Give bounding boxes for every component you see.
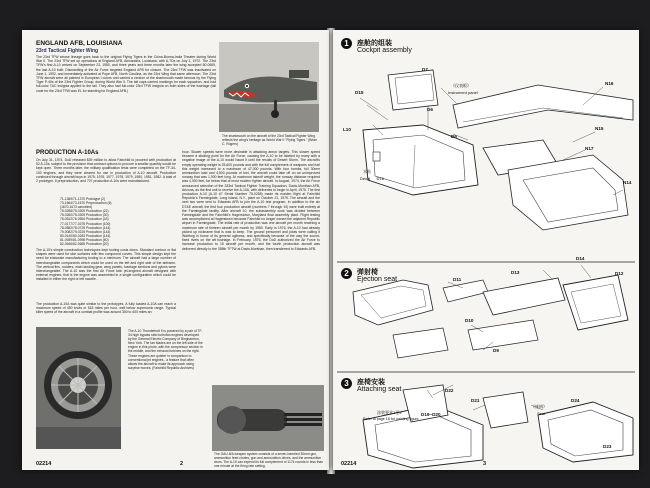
part-d5: D5 (451, 134, 457, 139)
instrument-panel-label-cn: 《仪表板》 (451, 83, 471, 88)
gun-caption: The GAU-8/A weapon system consists of a seven-barreled 30mm gun, ammunition feed chutes, gun and ammunition drives, and the ammunition drum. The A-10 can expend its full complement of 1174 rounds in less than one minute at the firing rate setting. (214, 452, 324, 469)
part-d24: D24 (571, 398, 580, 403)
product-code: 02214 (36, 461, 52, 467)
left-page (22, 30, 329, 470)
production-text-3: The production A-10A was quite similar to the prototypes. A fully loaded A-10A can reach a maximum speed of 450 knots or 518 miles per hour, well below supersonic range. Typical killer speed of the aircraft in a combat profile was around 350 to 400 miles an (36, 302, 176, 315)
sharkmouth-photo-art (219, 42, 319, 132)
step-1-number: 1 (341, 38, 352, 49)
part-n17: N17 (585, 146, 594, 151)
production-text: On July 31, 1974, DoD released $39 million to allow Fairchild to proceed with production at 52 A-10s, subject to the provision that contract options to procure a smaller quantity would be kept open. Three months later, the military qualification tests were completed on the TF-34-100 engines, and they were cleared for use in production of A-10 aircraft. Production continued through aircraft buys in 1975, 1976, 1977, 1978, 1979, 1980, 1981, 1982. A total of 2 prototype, 6 preproduction, and 707 production A-10s were manufactured. (36, 158, 176, 184)
part-d12: D12 (615, 271, 624, 276)
column-two-text: hour. Slower speeds were more desirable in attacking armor targets. This slower speed became a sticking point for the Air Force, causing the A-10 to be labeled by many with a negative image of the A-10 would haunt it until the results of Desert Storm. The aircraft's empty operating weight is 25,600 pounds and with the full complement of weapons and fuel this weight increased to a maximum of 47,000 pounds. With four bombs, full 30mm ammunition load and 4,500 pounds of fuel, the aircraft could take off on an unimproved runway that was 1,900 feet long. At maximum takeoff weight, the runway distance required was 4,000 feet, far below that of most modern fighter aircraft. In August, 1974, the Air Force announced selection of the 333rd Tactical Fighter Training Squadron, Davis-Monthan AFB, Arizona, as the first unit to receive the A-10A, with deliveries to begin in April, 1975. The first production A-10 (A-10 #7 Serial Number 75-0258) made its maiden flight at Fairchild Republic's Farmingdale, Long Island, N.Y., plant on October 21, 1975. The aircraft and the next two were sent to Edwards AFB to join the A-10 test program. In addition to the six DT&E aircraft, the first four production aircraft (numbers 7 through 10) were built entirely at the Farmingdale facility. After aircraft 10, the subassembly work was divided between Farmingdale and the Fairchild's Hagerstown, Maryland final assembly plant. Flight testing was accomplished at Hagerstown because Fairchild no longer owned the adjacent Republic airport in Farmingdale. The initial rate of production was one aircraft per month reaching a maximum rate of thirteen aircraft per month by 1980. Early in 1976, the A-10 had already picked up nickname that is was to keep. The ground personnel and pilots were calling it Warthog in honor of its general ugliness, and specifically because of the way the sound-fixed rivets on the aft fuselage. In February, 1976, the DoD authorized the Air Force to increase production to 15 aircraft per month, and the fourth production aircraft was delivered directly to the 355th TFTW at Davis-Monthan, then transferred to Edwards AFB. (182, 150, 320, 251)
intro-paragraph-2: The 23rd TFW aircraft were all painted in European I colors and carried a version of the sharkmouth made famous by the Flying Tiger P-40s of the 23rd Fighter Group, during World War II. The tail caps carried markings for each squadron, and had full-color TAC insignia applied to the tail. They also had full-color 23rd TFW insignia on both sides of the fuselage (tail code for the 23rd TFW was EL for standing for England AFB.) (36, 71, 216, 93)
part-n16: N16 (605, 81, 614, 86)
intro-paragraph-1: The 23rd TFW whose lineage goes back to the original Flying Tigers in the China-Burma-India Theater during World War II. The 23rd TFW set up operations at England AFB, Alexandria, Louisiana, with A-7Ds on July 1, 1972. The 23rd TFW's first A-10 arrived on September 23, 1980, and three years and three months later the wing accepted 80-0669, the last A-10 built. Dismantling of the Air Force targeted England AFB for closure. The 23rd TFW was inactivated on June 1, 1992, and immediately activated at Pope AFB, North Carolina, as the 23rd Wing that same afternoon. (36, 55, 216, 76)
step-2-title-en: Ejection seat (357, 276, 398, 283)
decal-label-cn: 水贴 (363, 169, 371, 174)
part-d14: D14 (576, 256, 585, 261)
step-3-number: 3 (341, 378, 352, 389)
part-d6: D6 (427, 107, 433, 112)
production-text-2: The A-10's simple construction techniques kept tooling costs down. Standard contour or flat shapes were used for skin surfaces with few compound curves. This simple design kept the need for elaborate manufacturing tooling to a minimum. The aircraft had a large number of interchangeable components which could be used on the left and right side of the airframe. The vertical fins, rudders, main landing gear, wing panels, fuselage sections and pylons were interchangeable. The A-10 was the first Air Force twin jet-engined aircraft designed with external engines; that is the engine was assembled in a single configuration which could be installed in either the right or left nacelle. (36, 248, 176, 282)
engine-photo-art (36, 327, 121, 449)
part-d13: D13 (511, 270, 520, 275)
part-d10: D10 (465, 318, 474, 323)
seat-label-en: Seat (537, 411, 546, 416)
engine-caption: The A-10 Thunderbolt II is powered by a pair of TF-34 high bypass ratio turbofan engines developed by the General Electric Company of Binghamton, New York. The fan blades are on the left side of the engine in this photo, with the compressor section in the middle, and the exhaust turbines on the right. These engines are quieter in comparison to conventional jet engines - a feature that often allows the aircraft to make its approach using surprise moves. (Fairchild Republic Archives) (128, 329, 203, 370)
step-2-title-cn: 弹射椅 (357, 269, 378, 276)
section-title: PRODUCTION A-10As (36, 150, 99, 156)
decal-label-en: Decal (360, 176, 371, 181)
step-3-title-en: Attaching seat (357, 386, 402, 393)
product-code-right: 02214 (341, 461, 357, 467)
painting-note-en: Refer to page 18 for painting figure. (363, 417, 420, 421)
production-list: 71-1369/71-1370 Prototype (2) 73-1664/73-1670 Preproduction (6) (1670-1673 canceled) 75-0258/75-0309 Production (22) 75-0260/75-0309 Production (30) 76-0512/76-0554 Production (43) 77-0177/77-0276 Production (100) 78-0582/78-0725 Production (144) 79-0082/79-0225 Production (144) 80-0140/80-0283 Production (144) 81-0939/81-0998 Production (60) 82-0646/82-0665 Production (20) (60, 197, 112, 247)
part-d7: D7 (422, 67, 428, 72)
gun-photo-art (212, 385, 324, 451)
step-2-number: 2 (341, 268, 352, 279)
page-number: 2 (180, 461, 184, 467)
part-d15: D15 (355, 90, 364, 95)
part-n15: N15 (595, 126, 604, 131)
part-d19-d20: D19~D20 (421, 412, 441, 417)
right-page (333, 30, 639, 470)
decal-number: ⑤16 (376, 176, 385, 181)
page-number-right: 3 (483, 461, 487, 467)
part-d22: D22 (445, 388, 454, 393)
step-1-title-en: Cockpit assembly (357, 47, 412, 54)
part-n14: N14 (623, 180, 632, 185)
part-l10: L10 (343, 127, 351, 132)
engine-photo (36, 327, 121, 449)
part-d11: D11 (453, 277, 462, 282)
part-d21: D21 (471, 398, 480, 403)
instrument-panel-label-en: Instrument panel (448, 90, 478, 95)
sharkmouth-caption: The sharkmouth on the aircraft of the 23rd Tactical Fighter Wing reflects the wing's heritage as World War II "Flying Tigers." (Brian C. Rogers) (222, 134, 317, 147)
step-1-title-cn: 座舱的组装 (357, 40, 392, 47)
painting-note-cn: 涂装要求1至9 (377, 410, 402, 415)
sharkmouth-photo (219, 42, 319, 132)
gun-photo (212, 385, 324, 451)
intro-text (36, 55, 216, 122)
page-subtitle: 23rd Tactical Fighter Wing (36, 48, 99, 54)
step-3-title-cn: 座椅安装 (357, 379, 385, 386)
part-d23: D23 (603, 444, 612, 449)
seat-label-cn: 《座椅》 (531, 404, 547, 409)
page-title: ENGLAND AFB, LOUISIANA (36, 40, 123, 47)
assembly-diagram-lines (333, 30, 639, 470)
part-d9: D9 (493, 348, 499, 353)
